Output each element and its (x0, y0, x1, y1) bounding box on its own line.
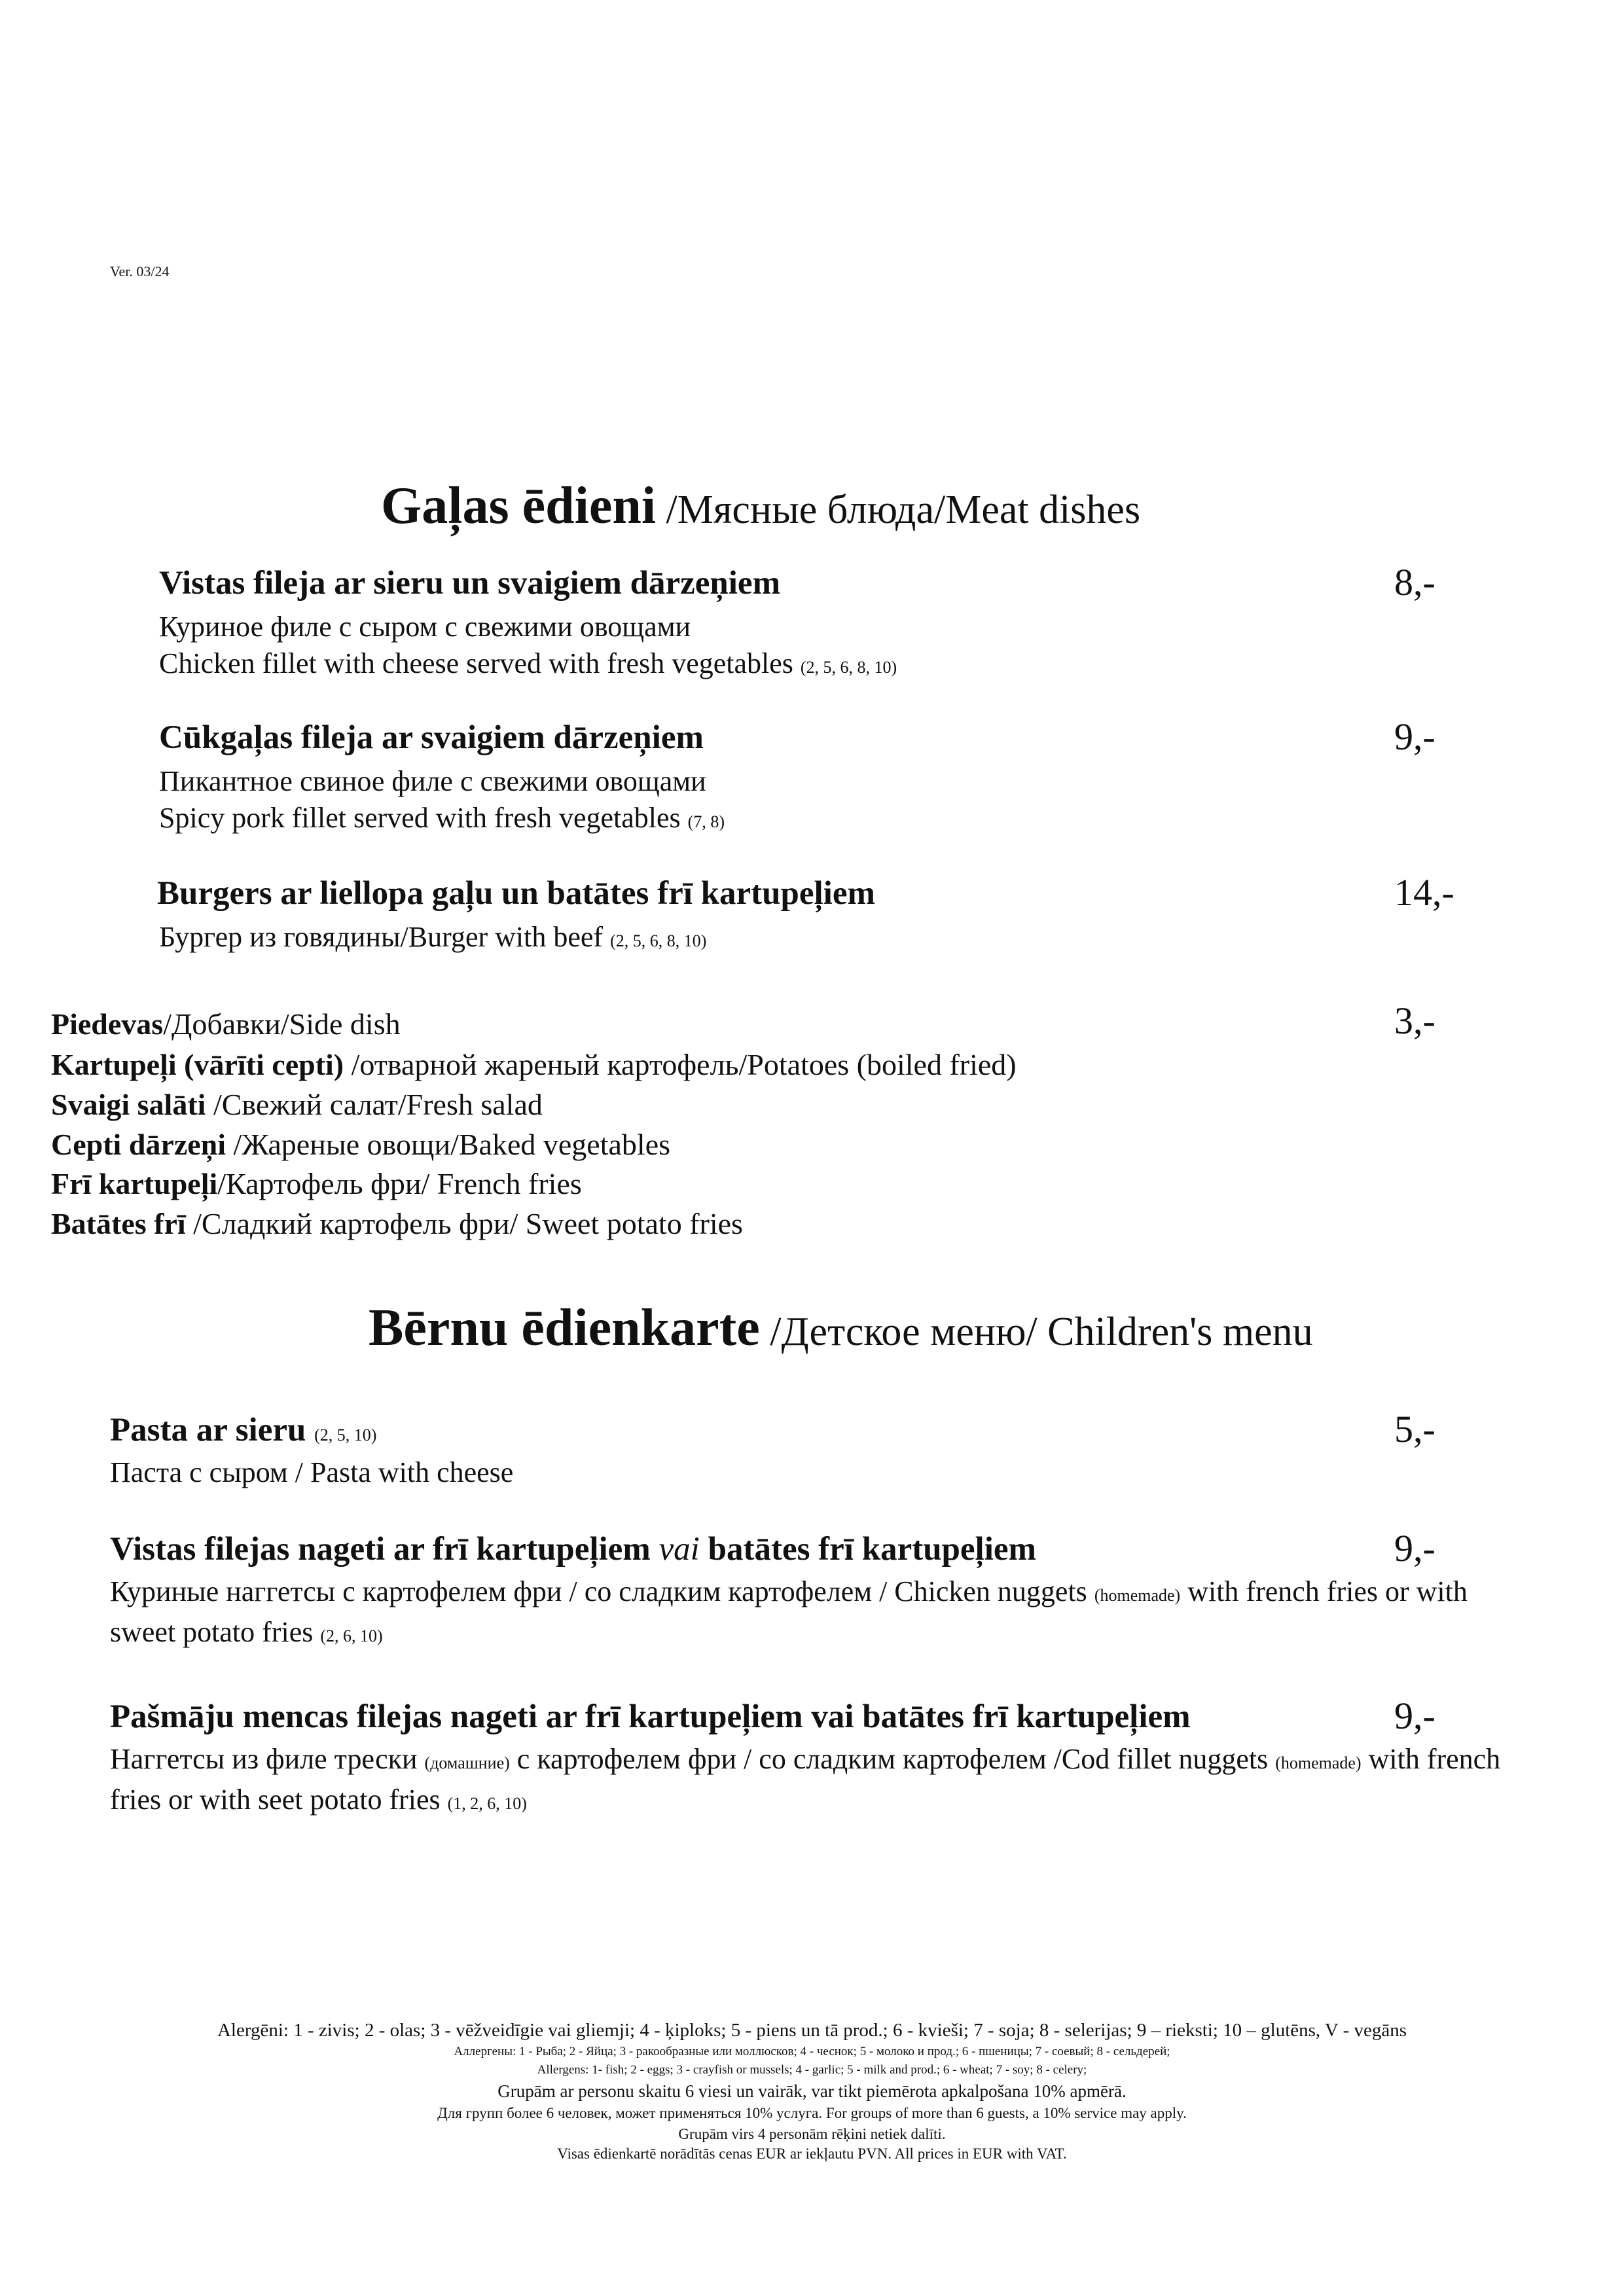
side-dish-header-lv: Piedevas (51, 1007, 164, 1041)
menu-item-price: 14,- (1394, 871, 1454, 914)
menu-item-name-text: Pasta ar sieru (110, 1412, 306, 1448)
menu-item-desc (110, 1573, 1517, 1655)
menu-item-name-or: vai (659, 1531, 700, 1568)
side-dish-header-translations: /Добавки/Side dish (163, 1007, 401, 1041)
side-dish-item (51, 1087, 543, 1122)
footer-service-ru-en: Для групп более 6 человек, может применяться 10% услуга. For groups of more than 6 guests, a 10% service may apply. (437, 2105, 1187, 2121)
menu-item-name-part: Vistas filejas nageti ar frī kartupeļiem (110, 1531, 659, 1568)
kids-title-translations: /Детское меню/ Children's menu (759, 1310, 1313, 1354)
footer-allergens-lv: Alergēni: 1 - zivis; 2 - olas; 3 - vēžveidīgie vai gliemji; 4 - ķiploks; 5 - piens un tā prod.; 6 - kvieši; 7 - soja; 8 - selerijas; 9 – rieksti; 10 – glutēns, V - vegāns (217, 2020, 1407, 2041)
menu-item-ru-en (159, 920, 706, 954)
side-dish-item-translations: /Картофель фри/ French fries (217, 1167, 582, 1200)
side-dish-item-lv: Batātes frī (51, 1207, 186, 1240)
menu-item-allergens: (1, 2, 6, 10) (447, 1794, 527, 1813)
footer-prices-note: Visas ēdienkartē norādītās cenas EUR ar iekļautu PVN. All prices in EUR with VAT. (557, 2145, 1067, 2162)
side-dish-item-lv: Kartupeļi (vārīti cepti) (51, 1048, 344, 1081)
menu-item-ru: Пикантное свиное филе с свежими овощами (159, 765, 706, 797)
side-dish-item-translations: /Сладкий картофель фри/ Sweet potato fries (185, 1207, 743, 1240)
menu-item-desc: Паста с сыром / Pasta with cheese (110, 1456, 514, 1488)
menu-item-desc-small: (домашние) (424, 1753, 510, 1772)
menu-item-desc-part: с картофелем фри / со сладким картофелем /Cod fillet nuggets (509, 1743, 1276, 1775)
menu-item-name: Burgers ar liellopa gaļu un batātes frī kartupeļiem (157, 875, 875, 912)
menu-item-en-text: Chicken fillet with cheese served with fresh vegetables (159, 647, 793, 679)
menu-item-desc-part: with french fries or with seet potato fries (110, 1743, 1501, 1816)
side-dish-item (51, 1206, 743, 1241)
menu-item-desc-small: (homemade) (1094, 1586, 1181, 1605)
menu-item-price: 9,- (1394, 715, 1435, 758)
menu-item-name: Vistas fileja ar sieru un svaigiem dārzeņiem (159, 565, 781, 601)
menu-item-ru: Куриное филе с сыром с свежими овощами (159, 611, 691, 643)
side-dish-header (51, 1007, 401, 1041)
menu-item-name (110, 1411, 376, 1449)
footer-service-lv: Grupām ar personu skaitu 6 viesi un vairāk, var tikt piemērota apkalpošana 10% apmērā. (497, 2081, 1127, 2101)
menu-item-ru-en-text: Бургер из говядины/Burger with beef (159, 921, 604, 953)
meat-title-translations: /Мясные блюда/Meat dishes (656, 488, 1141, 532)
side-dish-item (51, 1127, 670, 1162)
footer-bills-note: Grupām virs 4 personām rēķini netiek dalīti. (678, 2126, 946, 2142)
menu-item-desc-part: Куриные наггетсы с картофелем фри / со сладким картофелем / Chicken nuggets (110, 1575, 1094, 1607)
menu-item-desc-part: Наггетсы из филе трески (110, 1743, 425, 1775)
menu-item-name: Pašmāju mencas filejas nageti ar frī kartupeļiem vai batātes frī kartupeļiem (110, 1698, 1191, 1735)
menu-item-allergens: (7, 8) (687, 812, 725, 831)
side-dish-item (51, 1166, 582, 1201)
footer-allergens-en: Allergens: 1- fish; 2 - eggs; 3 - crayfish or mussels; 4 - garlic; 5 - milk and prod.; 6 - wheat; 7 - soy; 8 - celery; (537, 2063, 1087, 2077)
side-dish-item-translations: /Жареные овощи/Baked vegetables (226, 1128, 671, 1161)
menu-item-allergens: (2, 5, 6, 8, 10) (610, 931, 707, 950)
menu-item-price: 9,- (1394, 1695, 1435, 1737)
kids-section-title (369, 1299, 1313, 1358)
menu-item-price: 9,- (1394, 1527, 1435, 1570)
menu-item-name: Cūkgaļas fileja ar svaigiem dārzeņiem (159, 719, 704, 756)
menu-item-en-text: Spicy pork fillet served with fresh vegetables (159, 802, 681, 834)
side-dish-item-translations: /отварной жареный картофель/Potatoes (boiled fried) (344, 1048, 1017, 1081)
menu-item-price: 8,- (1394, 561, 1435, 603)
side-dish-item-translations: /Свежий салат/Fresh salad (206, 1088, 543, 1121)
version-label: Ver. 03/24 (110, 263, 170, 279)
menu-item-desc (110, 1741, 1517, 1822)
side-dish-item-lv: Frī kartupeļi (51, 1167, 218, 1200)
menu-item-name-part: batātes frī kartupeļiem (699, 1531, 1037, 1568)
menu-item-price: 5,- (1394, 1408, 1435, 1450)
side-dish-item-lv: Cepti dārzeņi (51, 1128, 226, 1161)
menu-item-allergens: (2, 5, 6, 8, 10) (800, 658, 897, 677)
menu-item-name (110, 1530, 1036, 1568)
menu-item-allergens: (2, 6, 10) (320, 1626, 383, 1645)
meat-section-title (381, 476, 1140, 536)
side-dish-item-lv: Svaigi salāti (51, 1088, 206, 1121)
menu-item-en (159, 801, 725, 834)
side-dish-price: 3,- (1394, 999, 1435, 1042)
menu-item-allergens: (2, 5, 10) (314, 1426, 377, 1444)
footer-allergens-ru: Аллергены: 1 - Рыба; 2 - Яйца; 3 - ракообразные или моллюсков; 4 - чеснок; 5 - молоко и прод.; 6 - пшеницы; 7 - соевый; 8 - сельдерей; (454, 2045, 1170, 2058)
menu-item-desc-part: with french fries or with sweet potato fries (110, 1575, 1468, 1648)
meat-title-lv: Gaļas ēdieni (381, 477, 657, 535)
menu-item-desc-small: (homemade) (1275, 1753, 1362, 1772)
kids-title-lv: Bērnu ēdienkarte (369, 1299, 760, 1357)
side-dish-item (51, 1047, 1017, 1082)
menu-item-en (159, 647, 897, 680)
